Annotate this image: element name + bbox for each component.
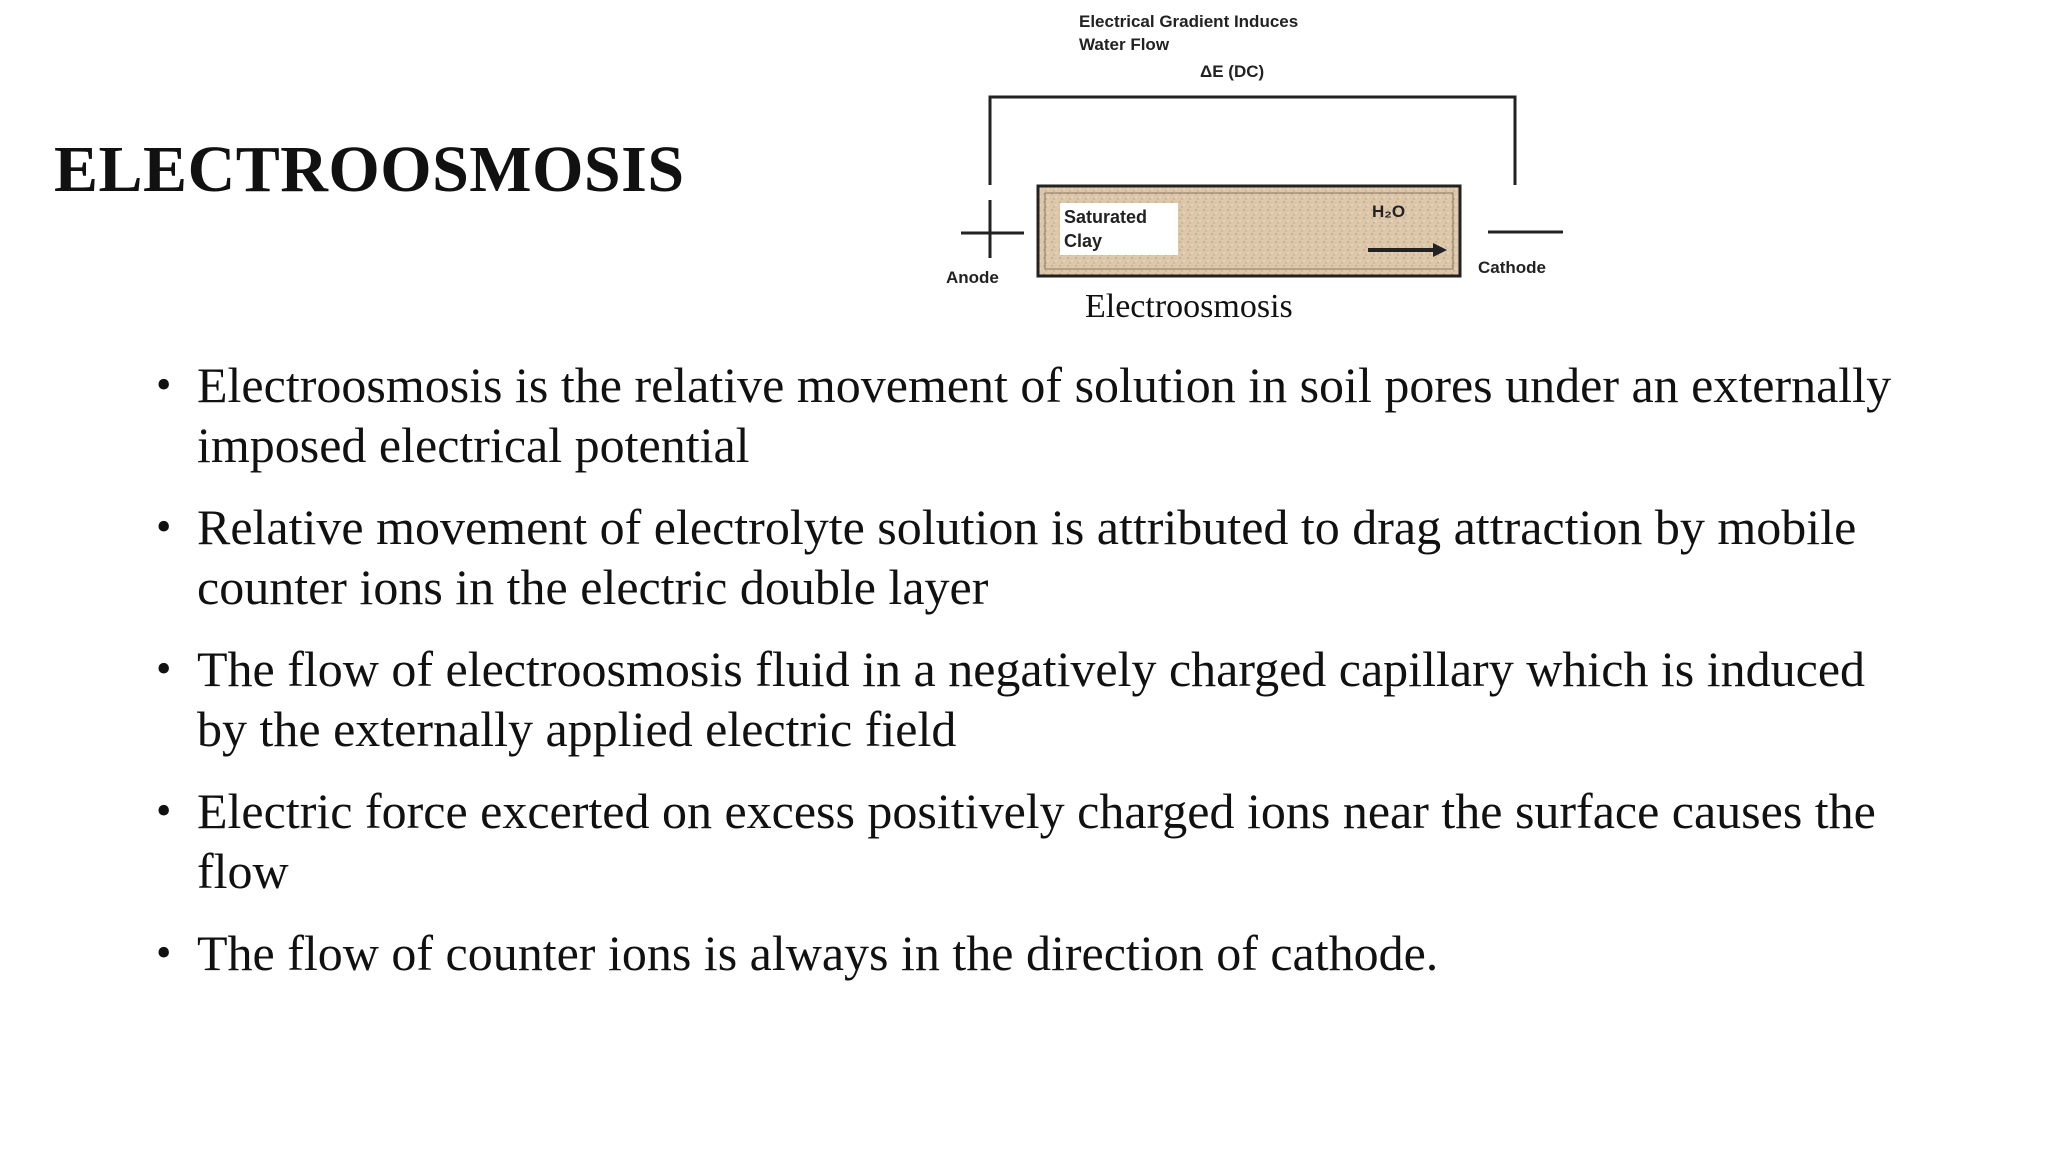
bullet-text: Electric force excerted on excess positively charged ions near the surface causes the flow <box>197 783 1876 899</box>
slide-title: ELECTROOSMOSIS <box>54 133 685 206</box>
bullet-item <box>150 355 1910 475</box>
bullet-marker: • <box>156 502 172 551</box>
bullet-list <box>150 355 1910 1005</box>
bullet-marker: • <box>156 928 172 977</box>
cathode-label: Cathode <box>1478 258 1546 277</box>
anode-label: Anode <box>946 268 999 287</box>
water-label: H₂O <box>1372 202 1406 221</box>
figure-caption: Electroosmosis <box>1085 288 1293 325</box>
plus-sign-icon <box>961 200 1024 258</box>
voltage-label: ΔE (DC) <box>1200 62 1265 81</box>
bullet-marker: • <box>156 786 172 835</box>
bullet-item <box>150 497 1910 617</box>
clay-label: Saturated Clay <box>1060 203 1178 255</box>
bullet-marker: • <box>156 644 172 693</box>
bullet-text: The flow of counter ions is always in the direction of cathode. <box>197 925 1439 981</box>
circuit-wire <box>990 97 1515 185</box>
bullet-text: Electroosmosis is the relative movement of solution in soil pores under an externally imposed electrical potential <box>197 357 1892 473</box>
bullet-item <box>150 781 1910 901</box>
electroosmosis-diagram <box>930 0 1580 330</box>
diagram-heading: Electrical Gradient Induces Water Flow <box>1079 12 1299 54</box>
bullet-item <box>150 923 1910 983</box>
bullet-marker: • <box>156 360 172 409</box>
bullet-text: Relative movement of electrolyte solution is attributed to drag attraction by mobile counter ions in the electric double layer <box>197 499 1857 615</box>
bullet-item <box>150 639 1910 759</box>
bullet-text: The flow of electroosmosis fluid in a negatively charged capillary which is induced by the externally applied electric field <box>197 641 1866 757</box>
